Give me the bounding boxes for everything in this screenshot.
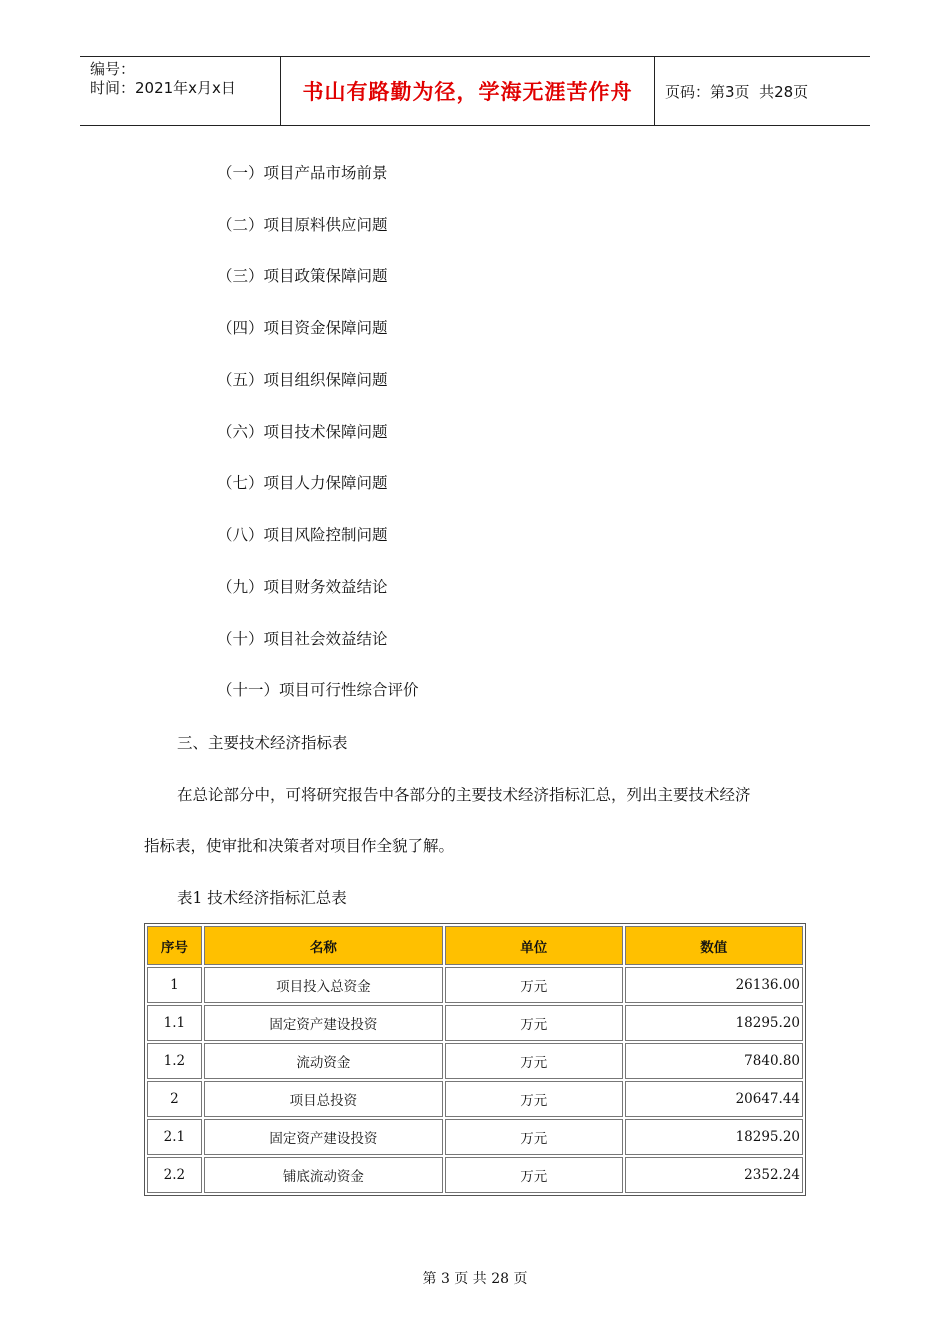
table-row [147, 1157, 803, 1193]
body-paragraph-line: 指标表，使审批和决策者对项目作全貌了解。 [144, 837, 455, 855]
table-row [147, 1043, 803, 1079]
toc-item: （四）项目资金保障问题 [217, 319, 388, 337]
table-cell: 万元 [445, 967, 622, 1003]
column-header: 序号 [147, 926, 202, 965]
toc-item: （六）项目技术保障问题 [217, 423, 388, 441]
table-row [147, 1119, 803, 1155]
column-header: 单位 [445, 926, 622, 965]
table-cell: 项目投入总资金 [204, 967, 443, 1003]
column-header: 名称 [204, 926, 443, 965]
table-row [147, 1005, 803, 1041]
table-cell: 2 [147, 1081, 202, 1117]
document-number-label: 编号： [90, 60, 136, 78]
toc-item: （九）项目财务效益结论 [217, 578, 388, 596]
body-paragraph-line: 在总论部分中，可将研究报告中各部分的主要技术经济指标汇总，列出主要技术经济 [177, 786, 751, 804]
toc-item: （三）项目政策保障问题 [217, 267, 388, 285]
table-cell: 7840.80 [625, 1043, 803, 1079]
table-cell: 万元 [445, 1157, 622, 1193]
toc-item: （八）项目风险控制问题 [217, 526, 388, 544]
table-cell: 18295.20 [625, 1119, 803, 1155]
table-cell: 固定资产建设投资 [204, 1119, 443, 1155]
table-cell: 2352.24 [625, 1157, 803, 1193]
toc-item: （十）项目社会效益结论 [217, 630, 388, 648]
table-cell: 固定资产建设投资 [204, 1005, 443, 1041]
table-caption: 表1 技术经济指标汇总表 [177, 889, 347, 907]
toc-item: （一）项目产品市场前景 [217, 164, 388, 182]
table-cell: 18295.20 [625, 1005, 803, 1041]
column-header: 数值 [625, 926, 803, 965]
header-page-info: 页码：第3页 共28页 [665, 82, 809, 101]
table-cell: 1.1 [147, 1005, 202, 1041]
section-heading: 三、主要技术经济指标表 [177, 734, 348, 752]
table-cell: 1 [147, 967, 202, 1003]
toc-item: （二）项目原料供应问题 [217, 216, 388, 234]
table-row [147, 1081, 803, 1117]
table-cell: 流动资金 [204, 1043, 443, 1079]
table-header-row [147, 926, 803, 965]
header-divider [654, 57, 655, 125]
table-cell: 万元 [445, 1119, 622, 1155]
table-cell: 1.2 [147, 1043, 202, 1079]
table-cell: 万元 [445, 1081, 622, 1117]
indicator-table [144, 923, 806, 1196]
table-cell: 26136.00 [625, 967, 803, 1003]
toc-item: （五）项目组织保障问题 [217, 371, 388, 389]
header-motto: 书山有路勤为径，学海无涯苦作舟 [302, 80, 633, 104]
page-header [80, 56, 870, 126]
table-cell: 万元 [445, 1043, 622, 1079]
table-cell: 项目总投资 [204, 1081, 443, 1117]
document-date: 时间：2021年x月x日 [90, 79, 236, 97]
table-cell: 2.1 [147, 1119, 202, 1155]
toc-item: （十一）项目可行性综合评价 [217, 681, 419, 699]
table-row [147, 967, 803, 1003]
header-meta [90, 60, 280, 98]
toc-item: （七）项目人力保障问题 [217, 474, 388, 492]
table-cell: 万元 [445, 1005, 622, 1041]
table-cell: 2.2 [147, 1157, 202, 1193]
table-cell: 铺底流动资金 [204, 1157, 443, 1193]
table-cell: 20647.44 [625, 1081, 803, 1117]
page-footer: 第 3 页 共 28 页 [422, 1271, 528, 1287]
